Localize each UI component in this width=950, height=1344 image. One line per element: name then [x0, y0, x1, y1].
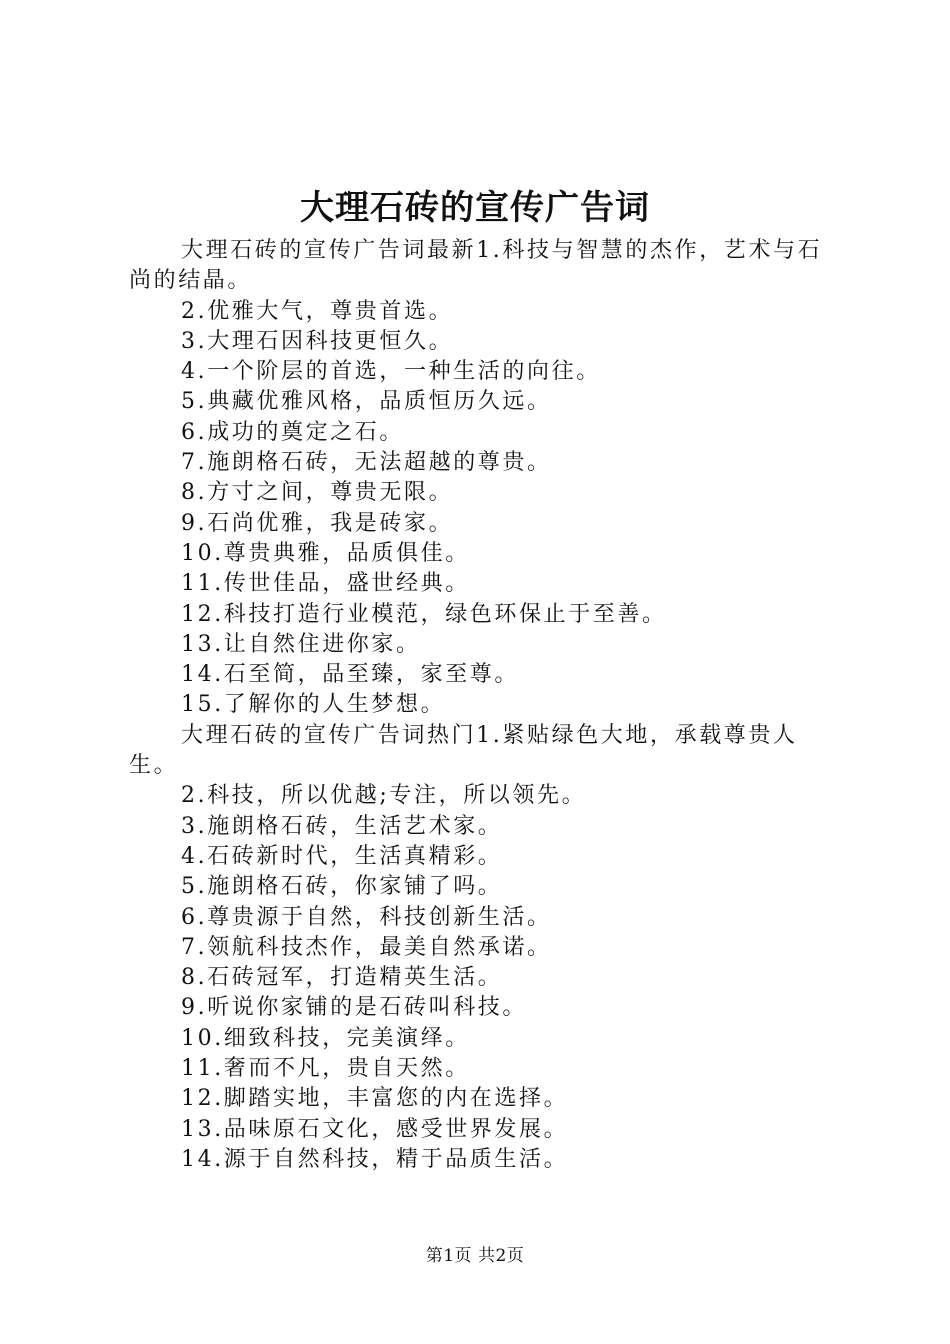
list-item: 9.石尚优雅，我是砖家。	[181, 510, 454, 536]
list-item: 11.传世佳品，盛世经典。	[181, 571, 470, 597]
section1-intro: 大理石砖的宣传广告词最新1.科技与智慧的杰作，艺术与石尚的结晶。	[129, 238, 823, 294]
list-item: 14.石至简，品至臻，家至尊。	[181, 662, 519, 688]
list-item: 6.成功的奠定之石。	[181, 419, 404, 445]
list-item: 7.施朗格石砖，无法超越的尊贵。	[181, 450, 552, 476]
list-item: 3.施朗格石砖，生活艺术家。	[181, 813, 503, 839]
section1-list	[129, 297, 835, 721]
list-item: 10.尊贵典雅，品质俱佳。	[181, 540, 470, 566]
list-item: 5.施朗格石砖，你家铺了吗。	[181, 874, 503, 900]
list-item: 7.领航科技杰作，最美自然承诺。	[181, 934, 552, 960]
list-item: 12.科技打造行业模范，绿色环保止于至善。	[181, 601, 667, 627]
list-item: 2.科技，所以优越;专注，所以领先。	[181, 783, 587, 809]
section2-list	[129, 781, 835, 1175]
list-item: 10.细致科技，完美演绎。	[181, 1025, 470, 1051]
list-item: 13.让自然住进你家。	[181, 631, 421, 657]
list-item: 8.方寸之间，尊贵无限。	[181, 480, 454, 506]
list-item: 6.尊贵源于自然，科技创新生活。	[181, 904, 552, 930]
list-item: 12.脚踏实地，丰富您的内在选择。	[181, 1086, 569, 1112]
list-item: 5.典藏优雅风格，品质恒历久远。	[181, 389, 552, 415]
list-item: 15.了解你的人生梦想。	[181, 692, 446, 718]
list-item: 13.品味原石文化，感受世界发展。	[181, 1116, 569, 1142]
list-item: 4.一个阶层的首选，一种生活的向往。	[181, 359, 601, 385]
list-item: 3.大理石因科技更恒久。	[181, 328, 454, 354]
list-item: 11.奢而不凡，贵自天然。	[181, 1056, 470, 1082]
page-footer: 第1页 共2页	[425, 1246, 525, 1266]
document-title: 大理石砖的宣传广告词	[300, 188, 650, 228]
section2-intro: 大理石砖的宣传广告词热门1.紧贴绿色大地，承载尊贵人生。	[129, 722, 798, 779]
document-body	[129, 236, 835, 1175]
list-item: 14.源于自然科技，精于品质生活。	[181, 1146, 569, 1172]
list-item: 4.石砖新时代，生活真精彩。	[181, 843, 503, 869]
list-item: 9.听说你家铺的是石砖叫科技。	[181, 995, 527, 1021]
list-item: 8.石砖冠军，打造精英生活。	[181, 965, 503, 991]
list-item: 2.优雅大气，尊贵首选。	[181, 298, 454, 324]
